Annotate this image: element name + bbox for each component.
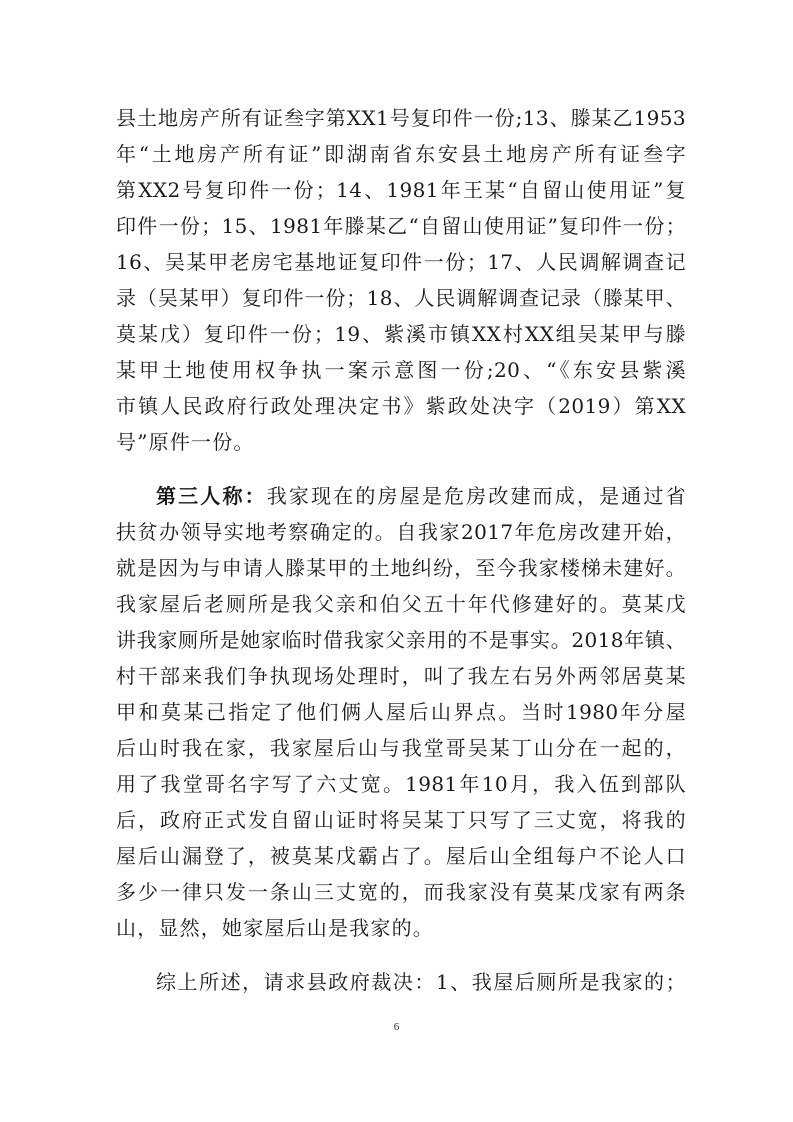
text-line: 山，显然，她家屋后山是我家的。 (116, 916, 434, 940)
speaker-label: 第三人称： (156, 484, 267, 508)
text-line: 号”原件一份。 (116, 430, 255, 454)
text-line: 综上所述，请求县政府裁决：1、我屋后厕所是我家的； (156, 970, 686, 994)
text-line: 讲我家厕所是她家临时借我家父亲用的不是事实。2018年镇、 (116, 628, 686, 652)
text-line: 莫某戊）复印件一份；19、紫溪市镇XX村XX组吴某甲与滕 (116, 322, 686, 346)
text-line: 县土地房产所有证叁字第XX1号复印件一份;13、滕某乙1953 (116, 106, 686, 130)
text-line: 村干部来我们争执现场处理时，叫了我左右另外两邻居莫某 (116, 664, 686, 688)
page-number: 6 (393, 1021, 400, 1033)
text-line: 16、吴某甲老房宅基地证复印件一份；17、人民调解调查记 (116, 250, 686, 274)
text-line: 第XX2号复印件一份；14、1981年王某“自留山使用证”复 (116, 178, 686, 202)
statement-first-line (156, 478, 686, 514)
text-line: 就是因为与申请人滕某甲的土地纠纷，至今我家楼梯未建好。 (116, 556, 686, 580)
text-line: 印件一份；15、1981年滕某乙“自留山使用证”复印件一份； (116, 214, 686, 238)
text-line: 年“土地房产所有证”即湖南省东安县土地房产所有证叁字 (116, 142, 686, 166)
text-line: 扶贫办领导实地考察确定的。自我家2017年危房改建开始， (116, 520, 686, 544)
text-line: 后山时我在家，我家屋后山与我堂哥吴某丁山分在一起的， (116, 736, 686, 760)
text-line: 我家屋后老厕所是我父亲和伯父五十年代修建好的。莫某戊 (116, 592, 686, 616)
text-line: 某甲土地使用权争执一案示意图一份;20、“《东安县紫溪 (116, 358, 686, 382)
text-line: 市镇人民政府行政处理决定书》紫政处决字（2019）第XX (116, 394, 686, 418)
text-line: 多少一律只发一条山三丈宽的，而我家没有莫某戊家有两条 (116, 880, 686, 904)
text-line: 甲和莫某己指定了他们俩人屋后山界点。当时1980年分屋 (116, 700, 686, 724)
text-line: 用了我堂哥名字写了六丈宽。1981年10月，我入伍到部队 (116, 772, 686, 796)
text-line: 后，政府正式发自留山证时将吴某丁只写了三丈宽，将我的 (116, 808, 686, 832)
text-run: 我家现在的房屋是危房改建而成，是通过省 (266, 484, 686, 508)
text-line: 屋后山漏登了，被莫某戊霸占了。屋后山全组每户不论人口 (116, 844, 686, 868)
text-line: 录（吴某甲）复印件一份；18、人民调解调查记录（滕某甲、 (116, 286, 686, 310)
